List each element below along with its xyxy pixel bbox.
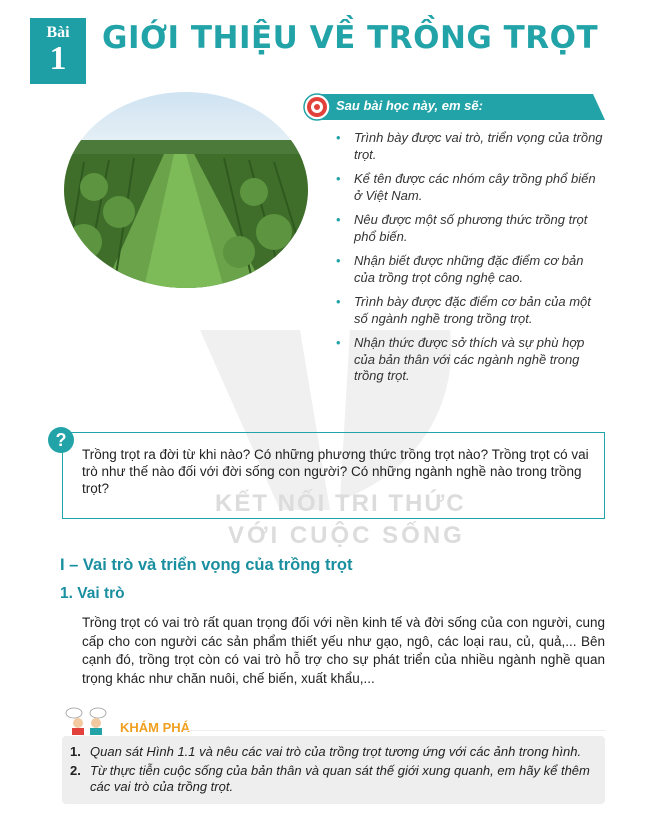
lesson-title: GIỚI THIỆU VỀ TRỒNG TRỌT — [102, 20, 599, 56]
subsection-title: 1. Vai trò — [60, 585, 125, 602]
watermark-text-line2: VỚI CUỘC SỐNG — [228, 522, 465, 549]
kham-pha-item: 2. Từ thực tiễn cuộc sống của bản thân và quan sát thế giới xung quanh, em hãy kể thêm các vai trò của trồng trọt. — [70, 763, 590, 794]
kham-pha-divider — [185, 730, 605, 731]
objective-item: • Nhận thức được sở thích và sự phù hợp của bản thân với các ngành nghề trong trồng trọt. — [336, 335, 585, 383]
objective-item: • Trình bày được vai trò, triển vọng của trồng trọt. — [336, 130, 603, 162]
lesson-label: Bài — [46, 24, 70, 41]
lesson-number-box — [30, 18, 86, 84]
svg-text:?: ? — [55, 430, 67, 450]
question-mark-icon — [47, 426, 75, 454]
objective-item: • Nhận biết được những đặc điểm cơ bản của trồng trọt công nghệ cao. — [336, 253, 584, 285]
kham-pha-item: 1. Quan sát Hình 1.1 và nêu các vai trò của trồng trọt tương ứng với các ảnh trong hình. — [70, 744, 582, 759]
objective-item: • Trình bày được đặc điểm cơ bản của một số ngành nghề trong trồng trọt. — [336, 294, 591, 326]
watermark-text-line1: KẾT NỐI TRI THỨC — [215, 490, 466, 517]
section-title: I – Vai trò và triển vọng của trồng trọt — [60, 556, 353, 574]
kham-pha-label: KHÁM PHÁ — [120, 720, 191, 735]
objective-item: • Kể tên được các nhóm cây trồng phổ biến ở Việt Nam. — [336, 171, 596, 203]
students-discussion-icon — [62, 707, 112, 735]
crop-field-photo — [64, 92, 308, 288]
kham-pha-list — [70, 744, 600, 798]
section-paragraph: Trồng trọt có vai trò rất quan trọng đối với nền kinh tế và đời sống của con người, cung cấp cho con người các sản phẩm thiết yếu như gạo, ngô, các loại rau, củ, quả,... Bên cạnh đó, trồng trọt còn có vai trò hỗ trợ cho sự phát triển của nhiều ngành nghề quan trọng khác như chăn nuôi, chế biến, xuất khẩu,... — [82, 615, 605, 686]
objectives-list — [334, 130, 606, 393]
objectives-header: Sau bài học này, em sẽ: — [336, 98, 483, 113]
lesson-number: 1 — [49, 40, 67, 77]
question-text: Trồng trọt ra đời từ khi nào? Có những phương thức trồng trọt nào? Trồng trọt có vai trò như thế nào đối với đời sống con người? Có những ngành nghề nào trong trồng trọt? — [82, 447, 589, 496]
objective-item: • Nêu được một số phương thức trồng trọt phổ biến. — [336, 212, 588, 244]
